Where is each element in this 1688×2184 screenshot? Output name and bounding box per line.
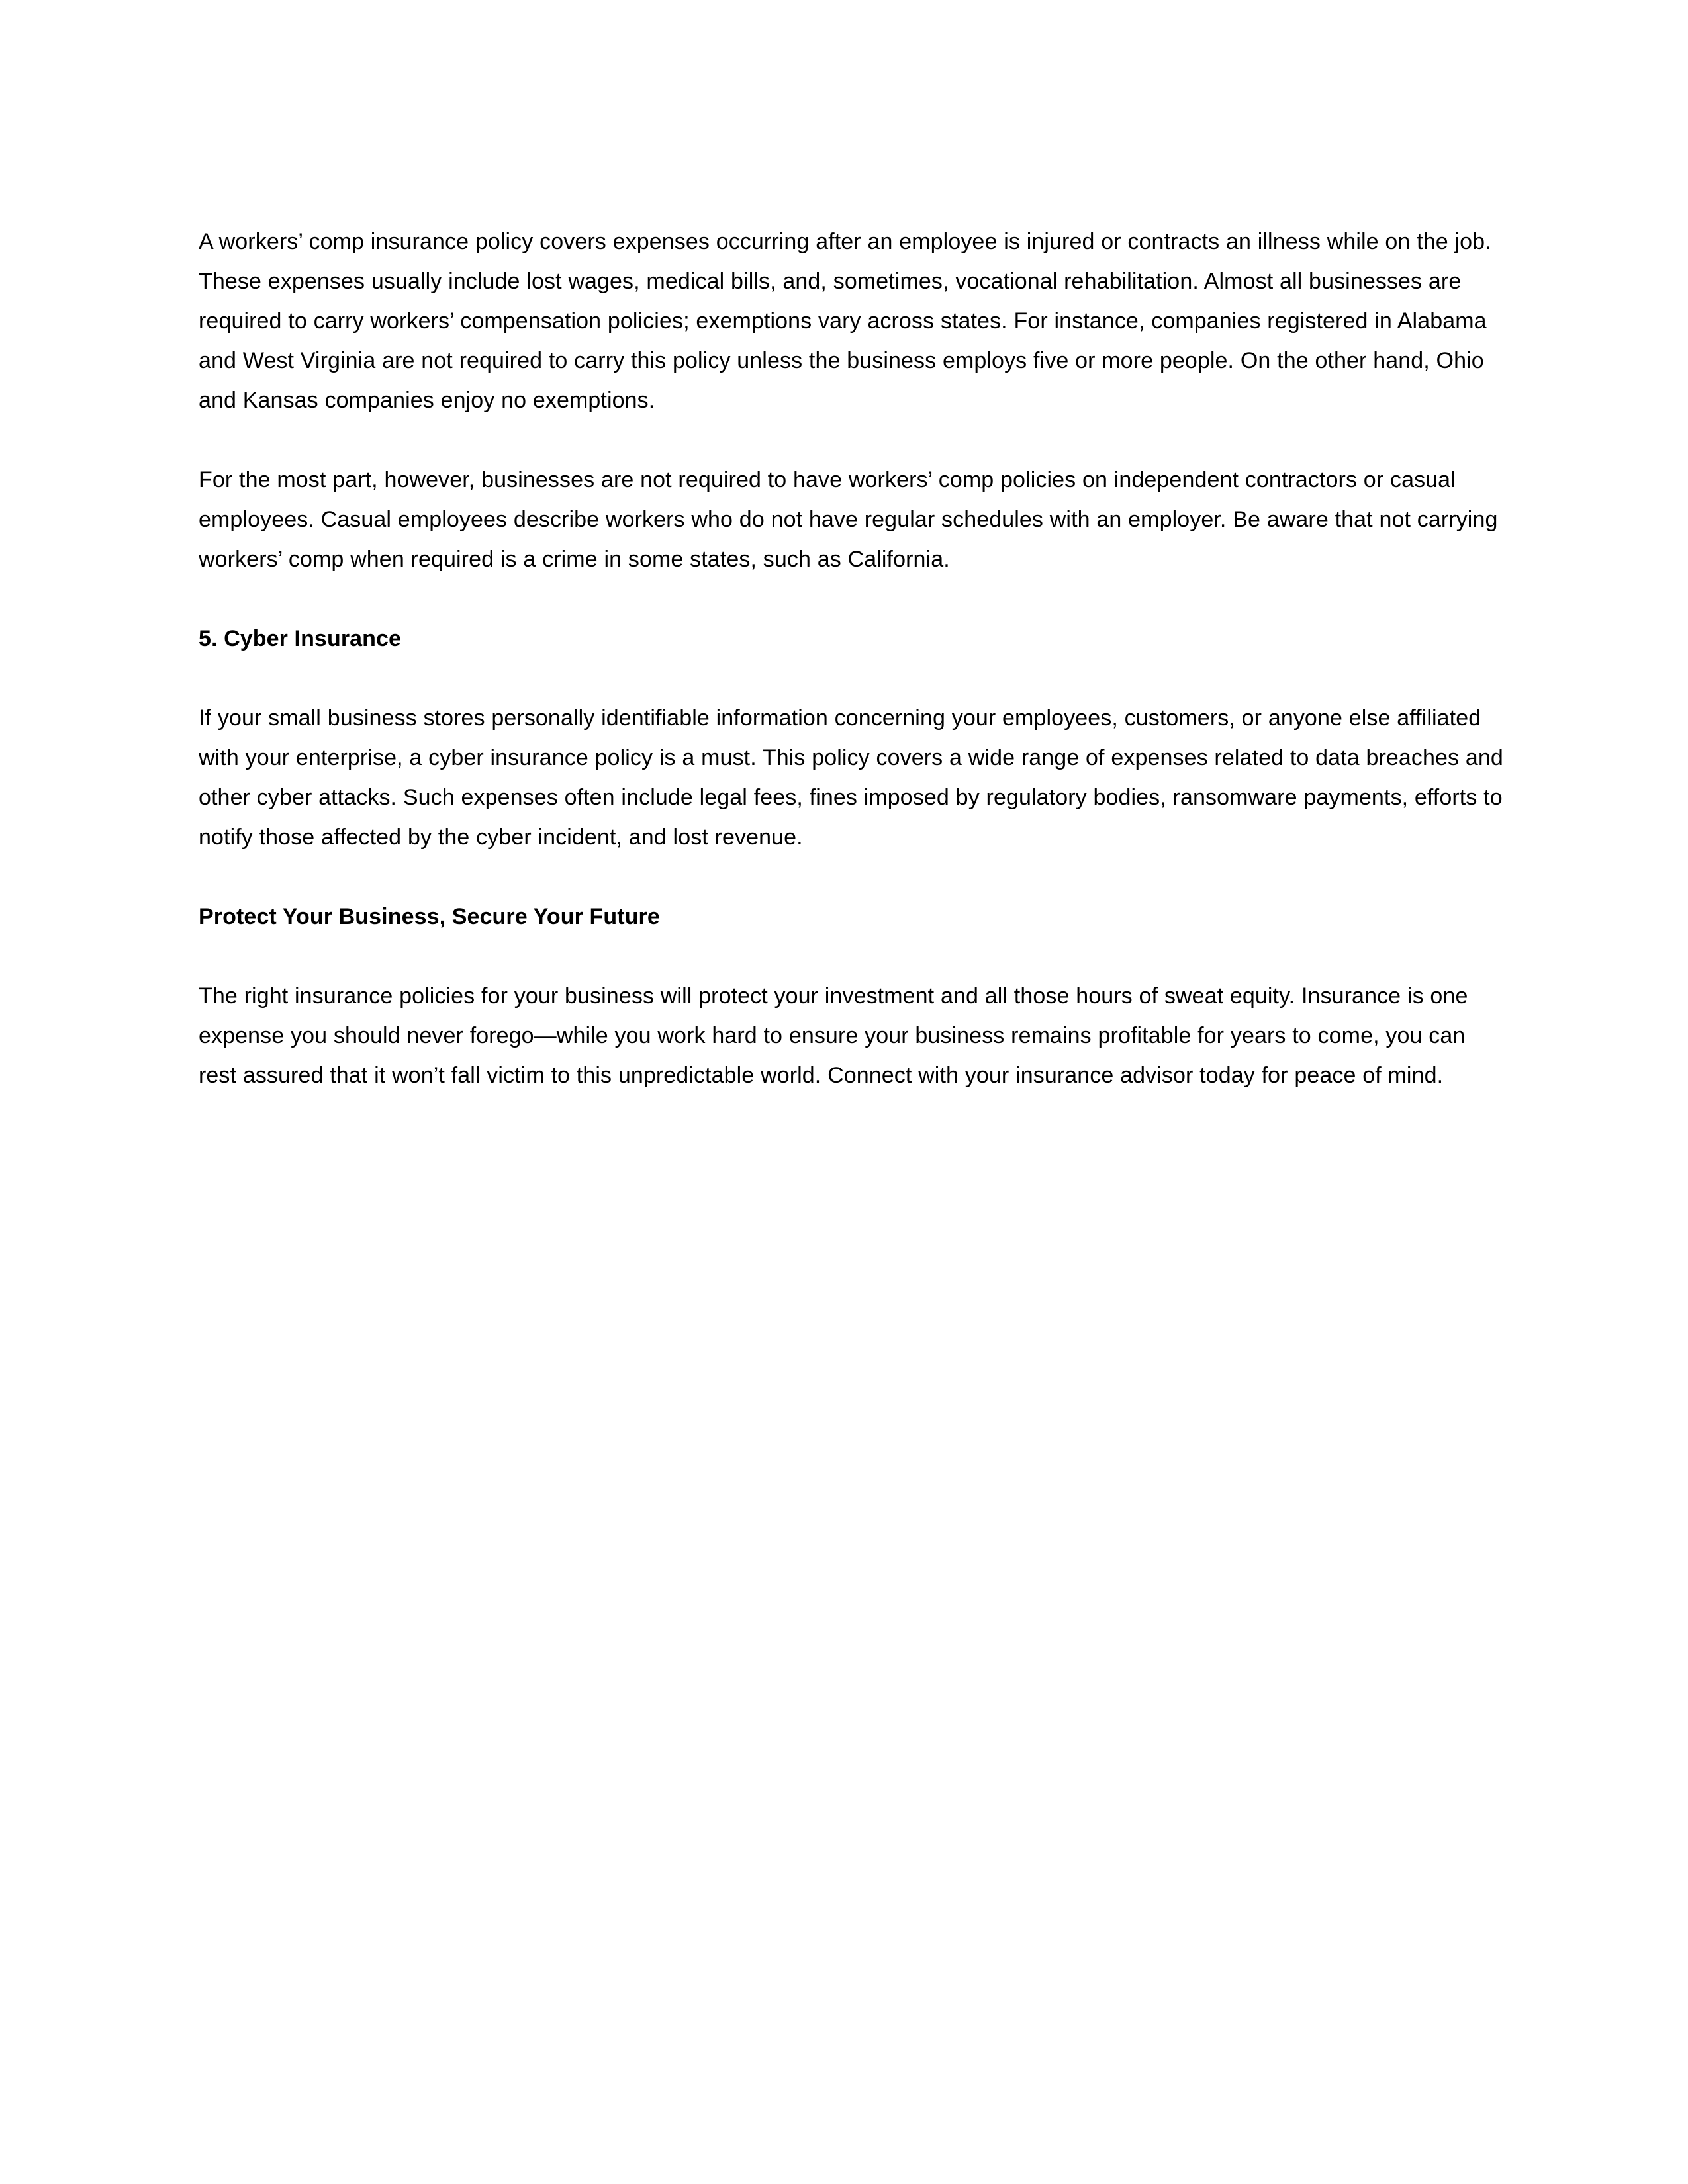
- paragraph-workers-comp-coverage: A workers’ comp insurance policy covers expenses occurring after an employee is injured or contracts an illness while on the job. These expenses usually include lost wages, medical bills, and, sometimes, vocational rehabilitation. Almost all businesses are required to carry workers’ compensation policies; exemptions vary across states. For instance, companies registered in Alabama and West Virginia are not required to carry this policy unless the business employs five or more people. On the other hand, Ohio and Kansas companies enjoy no exemptions.: [199, 229, 1491, 413]
- paragraph-independent-contractors: For the most part, however, businesses are not required to have workers’ comp policies on independent contractors or casual employees. Casual employees describe workers who do not have regular schedules with an employer. Be aware that not carrying workers’ comp when required is a crime in some states, such as California.: [199, 467, 1498, 572]
- paragraph-closing: The right insurance policies for your business will protect your investment and all those hours of sweat equity. Insurance is one expense you should never forego—while you work hard to ensure your business remains profitable for years to come, you can rest assured that it won’t fall victim to this unpredictable world. Connect with your insurance advisor today for peace of mind.: [199, 983, 1468, 1088]
- heading-cyber-insurance: 5. Cyber Insurance: [199, 626, 402, 651]
- heading-protect-your-business: Protect Your Business, Secure Your Future: [199, 904, 660, 929]
- paragraph-cyber-insurance-body: If your small business stores personally identifiable information concerning your employees, customers, or anyone else affiliated with your enterprise, a cyber insurance policy is a must. This policy covers a wide range of expenses related to data breaches and other cyber attacks. Such expenses often include legal fees, fines imposed by regulatory bodies, ransomware payments, efforts to notify those affected by the cyber incident, and lost revenue.: [199, 705, 1503, 850]
- document-text-column: [199, 222, 1506, 1095]
